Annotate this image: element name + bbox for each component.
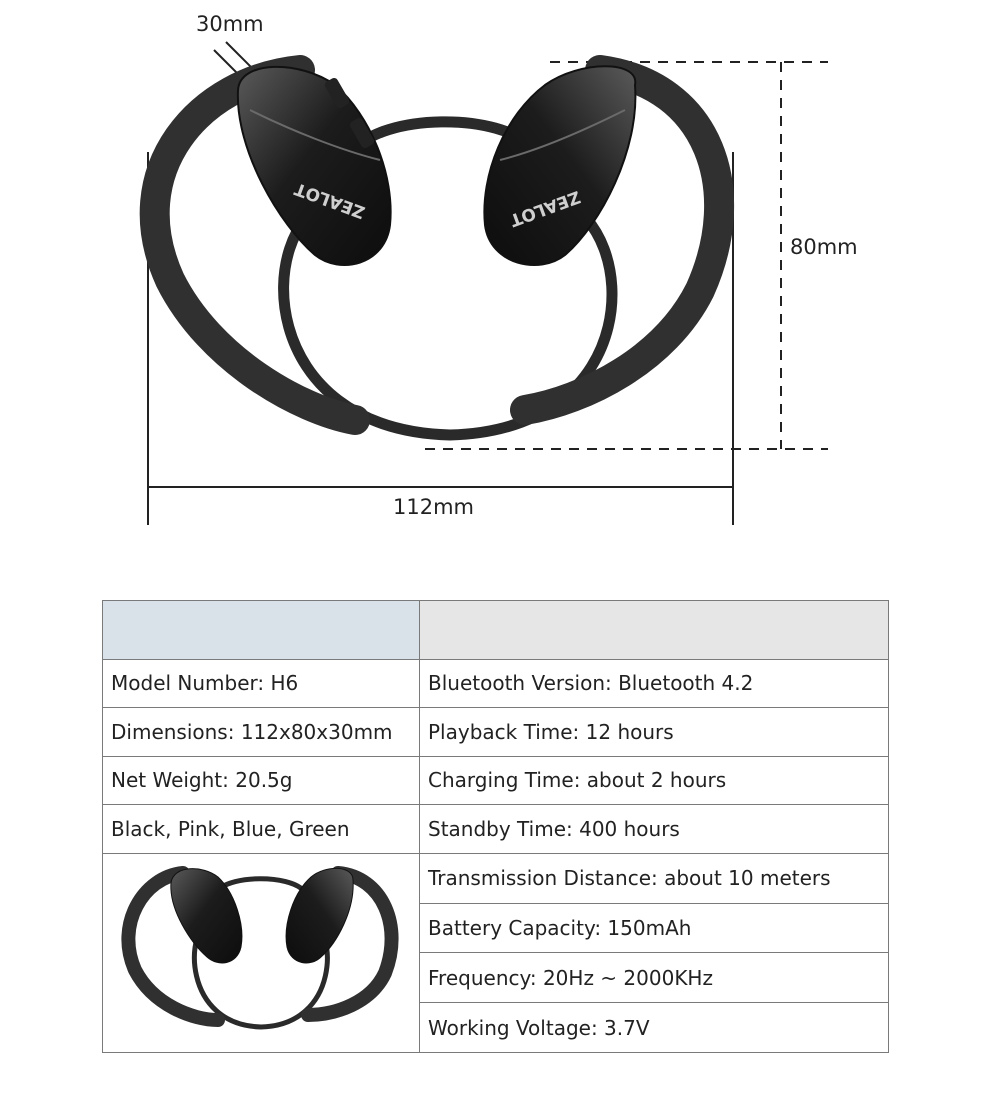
- table-row: [103, 853, 889, 903]
- table-row: [103, 756, 889, 805]
- spec-playback-time: Playback Time: 12 hours: [420, 708, 889, 757]
- product-thumbnail: [103, 855, 420, 1051]
- spec-standby-time: Standby Time: 400 hours: [420, 805, 889, 854]
- table-row: [103, 805, 889, 854]
- table-header-row: [103, 601, 889, 660]
- spec-bluetooth-version: Bluetooth Version: Bluetooth 4.2: [420, 659, 889, 708]
- width-dimension-label: 112mm: [393, 495, 474, 519]
- spec-model-number: Model Number: H6: [103, 659, 420, 708]
- spec-transmission-distance: Transmission Distance: about 10 meters: [420, 853, 889, 903]
- header-cell-left: [103, 601, 420, 660]
- header-cell-right: [420, 601, 889, 660]
- spec-working-voltage: Working Voltage: 3.7V: [420, 1003, 889, 1053]
- earbud-right: [484, 66, 635, 265]
- spec-charging-time: Charging Time: about 2 hours: [420, 756, 889, 805]
- spec-net-weight: Net Weight: 20.5g: [103, 756, 420, 805]
- spec-colors: Black, Pink, Blue, Green: [103, 805, 420, 854]
- table-row: [103, 708, 889, 757]
- height-dimension-label: 80mm: [790, 235, 858, 259]
- depth-dimension-label: 30mm: [196, 12, 264, 36]
- spec-table: [102, 600, 889, 1053]
- brand-mark-right: ZEALOT: [507, 186, 583, 230]
- table-row: [103, 659, 889, 708]
- product-thumbnail-cell: [103, 853, 420, 1052]
- spec-frequency: Frequency: 20Hz ~ 2000KHz: [420, 953, 889, 1003]
- spec-battery-capacity: Battery Capacity: 150mAh: [420, 903, 889, 953]
- earbud-left: [238, 67, 391, 265]
- brand-mark-left: ZEALOT: [292, 178, 368, 222]
- spec-dimensions: Dimensions: 112x80x30mm: [103, 708, 420, 757]
